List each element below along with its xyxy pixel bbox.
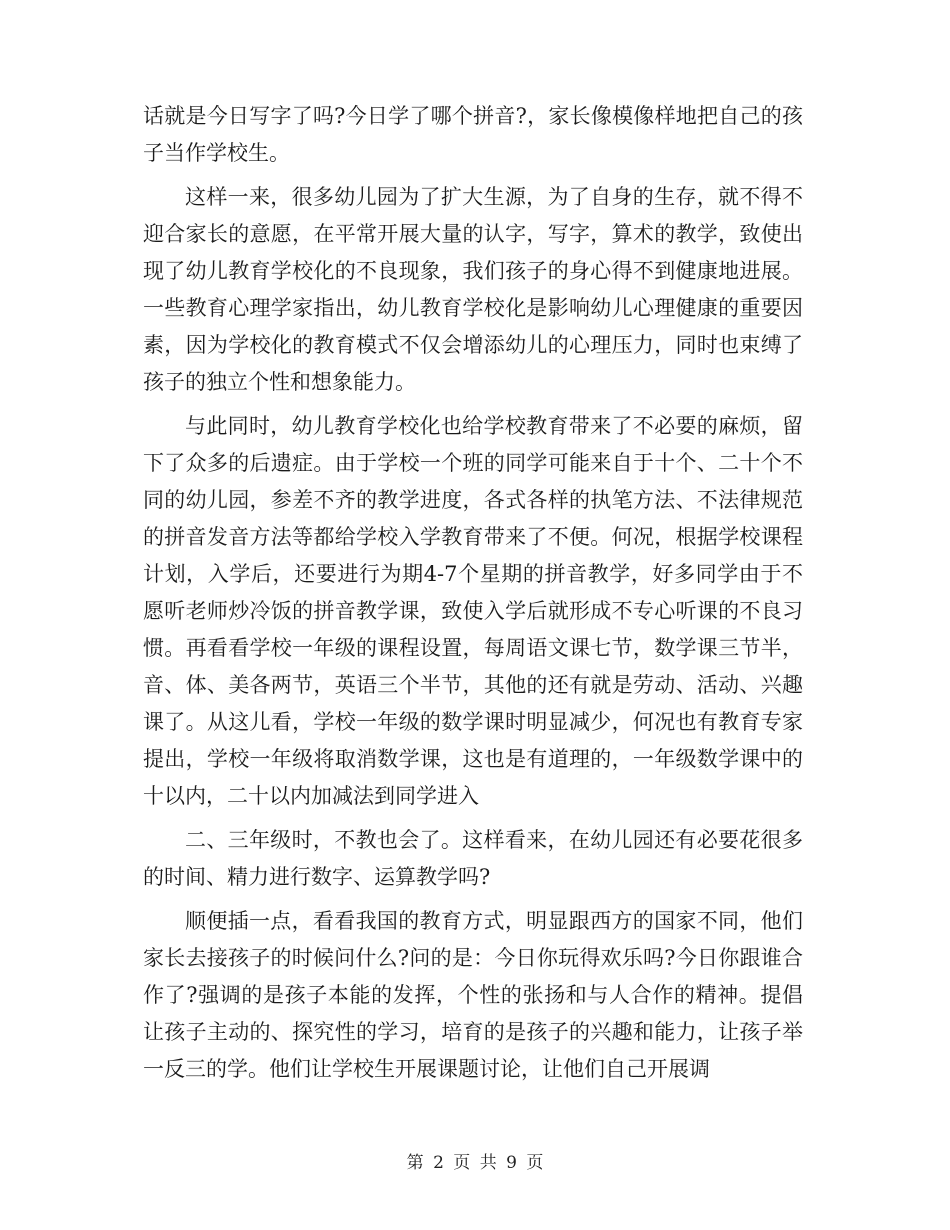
paragraph: 与此同时，幼儿教育学校化也给学校教育带来了不必要的麻烦，留下了众多的后遗症。由于学校一个班的同学可能来自于十个、二十个不同的幼儿园，参差不齐的教学进度，各式各样的执笔方法、不法律规范的拼音发音方法等都给学校入学教育带来了不便。何况，根据学校课程计划，入学后，还要进行为期4-7个星期的拼音教学，好多同学由于不愿听老师炒冷饭的拼音教学课，致使入学后就形成不专心听课的不良习惯。再看看学校一年级的课程设置，每周语文课七节，数学课三节半，音、体、美各两节，英语三个半节，其他的还有就是劳动、活动、兴趣课了。从这儿看，学校一年级的数学课时明显减少，何况也有教育专家提出，学校一年级将取消数学课，这也是有道理的，一年级数学课中的十以内，二十以内加减法到同学进入: [143, 414, 803, 808]
paragraph: 二、三年级时，不教也会了。这样看来，在幼儿园还有必要花很多的时间、精力进行数字、运算教学吗?: [143, 828, 803, 889]
paragraph-continuation: 话就是今日写字了吗?今日学了哪个拼音?，家长像模像样地把自己的孩子当作学校生。: [143, 104, 803, 165]
paragraph: 这样一来，很多幼儿园为了扩大生源，为了自身的生存，就不得不迎合家长的意愿，在平常开展大量的认字，写字，算术的教学，致使出现了幼儿教育学校化的不良现象，我们孩子的身心得不到健康地进展。一些教育心理学家指出，幼儿教育学校化是影响幼儿心理健康的重要因素，因为学校化的教育模式不仅会增添幼儿的心理压力，同时也束缚了孩子的独立个性和想象能力。: [143, 185, 803, 394]
page-number: 第 2 页 共 9 页: [406, 1153, 544, 1173]
document-body: [143, 98, 803, 1088]
paragraph: 顺便插一点，看看我国的教育方式，明显跟西方的国家不同，他们家长去接孩子的时候问什么?问的是：今日你玩得欢乐吗?今日你跟谁合作了?强调的是孩子本能的发挥，个性的张扬和与人合作的精神。提倡让孩子主动的、探究性的学习，培育的是孩子的兴趣和能力，让孩子举一反三的学。他们让学校生开展课题讨论，让他们自己开展调: [143, 909, 803, 1081]
